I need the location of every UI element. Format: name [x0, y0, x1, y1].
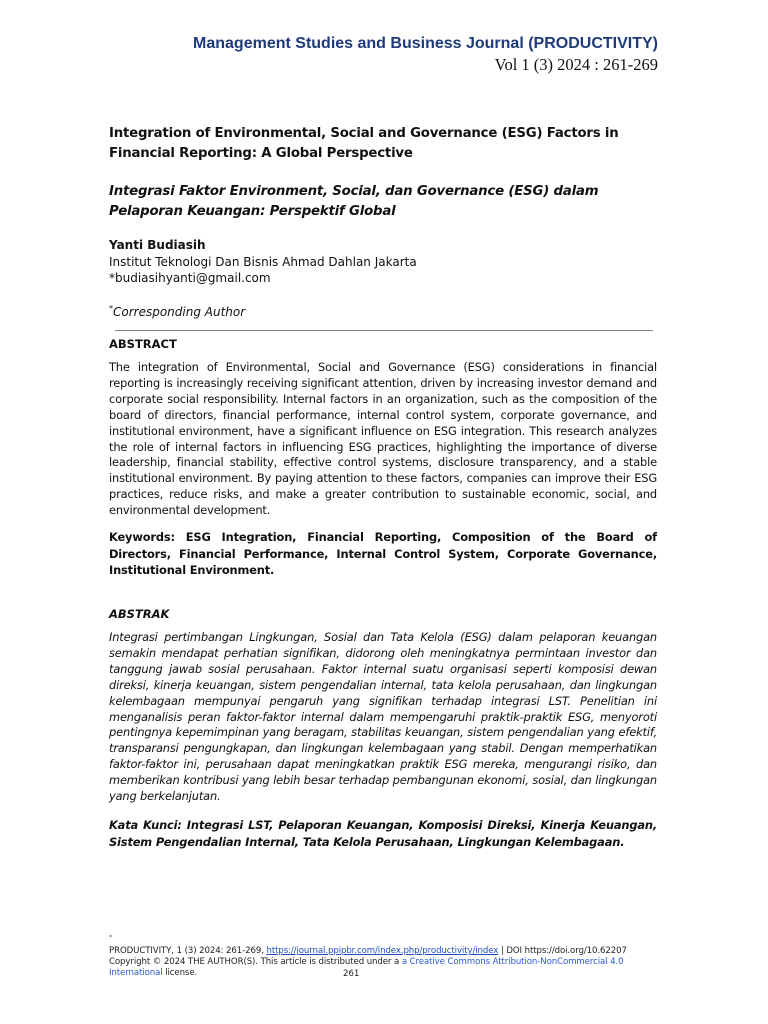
abstract-text: The integration of Environmental, Social and Governance (ESG) considerations in financial reporting is increasingly receiving significant attention, driven by increasing investor demand and corporate social responsibility. Internal factors in an organization, such as the composition of the board of directors, financial performance, internal control system, corporate governance, and institutional environment, have a significant influence on ESG integration. This research analyzes the role of internal factors in influencing ESG practices, highlighting the importance of diverse leadership, financial stability, effective control systems, disclosure transparency, and a stable institutional environment. By paying attention to these factors, companies can improve their ESG practices, reduce risks, and make a greater contribution to sustainable economic, social, and environmental development. [109, 360, 657, 518]
footer-mark: * [109, 934, 112, 941]
abstract-heading: ABSTRACT [109, 337, 177, 351]
author-email: *budiasihyanti@gmail.com [109, 271, 271, 285]
journal-name: Management Studies and Business Journal (PRODUCTIVITY) [193, 35, 658, 52]
footer [109, 946, 669, 980]
author-affiliation: Institut Teknologi Dan Bisnis Ahmad Dahlan Jakarta [109, 255, 417, 269]
license-suffix: license. [165, 968, 198, 979]
page-number: 261 [343, 969, 360, 979]
keywords: Keywords: ESG Integration, Financial Reporting, Composition of the Board of Directors, Financial Performance, Internal Control System, Corporate Governance, Institutional Environment. [109, 530, 657, 577]
abstrak-heading: ABSTRAK [109, 607, 170, 621]
author-name: Yanti Budiasih [109, 238, 206, 252]
volume-info: Vol 1 (3) 2024 : 261-269 [494, 55, 658, 74]
divider [115, 330, 653, 331]
paper-title-english: Integration of Environmental, Social and Governance (ESG) Factors in Financial Reporting: A Global Perspective [109, 126, 619, 161]
corresponding-author-note [109, 304, 245, 319]
kata-kunci: Kata Kunci: Integrasi LST, Pelaporan Keuangan, Komposisi Direksi, Kinerja Keuangan, Sistem Pengendalian Internal, Tata Kelola Perusahaan, Lingkungan Kelembagaan. [109, 818, 657, 849]
corresponding-label: Corresponding Author [113, 305, 246, 319]
journal-url-link[interactable]: https://journal.ppipbr.com/index.php/productivity/index [266, 946, 499, 956]
footer-doi: | DOI https://doi.org/10.62207 [500, 946, 627, 956]
corresponding-mark: * [109, 304, 113, 313]
abstrak-text: Integrasi pertimbangan Lingkungan, Sosial dan Tata Kelola (ESG) dalam pelaporan keuangan semakin mendapat perhatian signifikan, didorong oleh meningkatnya permintaan investor dan tanggung jawab sosial perusahaan. Faktor internal suatu organisasi seperti komposisi dewan direksi, kinerja keuangan, sistem pengendalian internal, tata kelola perusahaan, dan lingkungan kelembagaan mempunyai pengaruh yang signifikan terhadap integrasi LST. Penelitian ini menganalisis peran faktor-faktor internal dalam mempengaruhi praktik-praktik ESG, menyoroti pentingnya kepemimpinan yang beragam, stabilitas keuangan, sistem pengendalian yang efektif, transparansi pengungkapan, dan lingkungan kelembagaan yang stabil. Dengan memperhatikan faktor-faktor ini, perusahaan dapat meningkatkan praktik ESG mereka, mengurangi risiko, dan memberikan kontribusi yang lebih besar terhadap pembangunan ekonomi, sosial, dan lingkungan yang berkelanjutan. [109, 630, 657, 804]
footer-citation: PRODUCTIVITY, 1 (3) 2024: 261-269, [109, 946, 264, 956]
paper-title-indonesian: Integrasi Faktor Environment, Social, dan Governance (ESG) dalam Pelaporan Keuangan: Perspektif Global [109, 184, 599, 219]
footer-copyright: Copyright © 2024 THE AUTHOR(S). This article is distributed under a [109, 957, 400, 968]
license-link[interactable]: a Creative Commons Attribution-NonCommercial 4.0 International [109, 957, 624, 979]
